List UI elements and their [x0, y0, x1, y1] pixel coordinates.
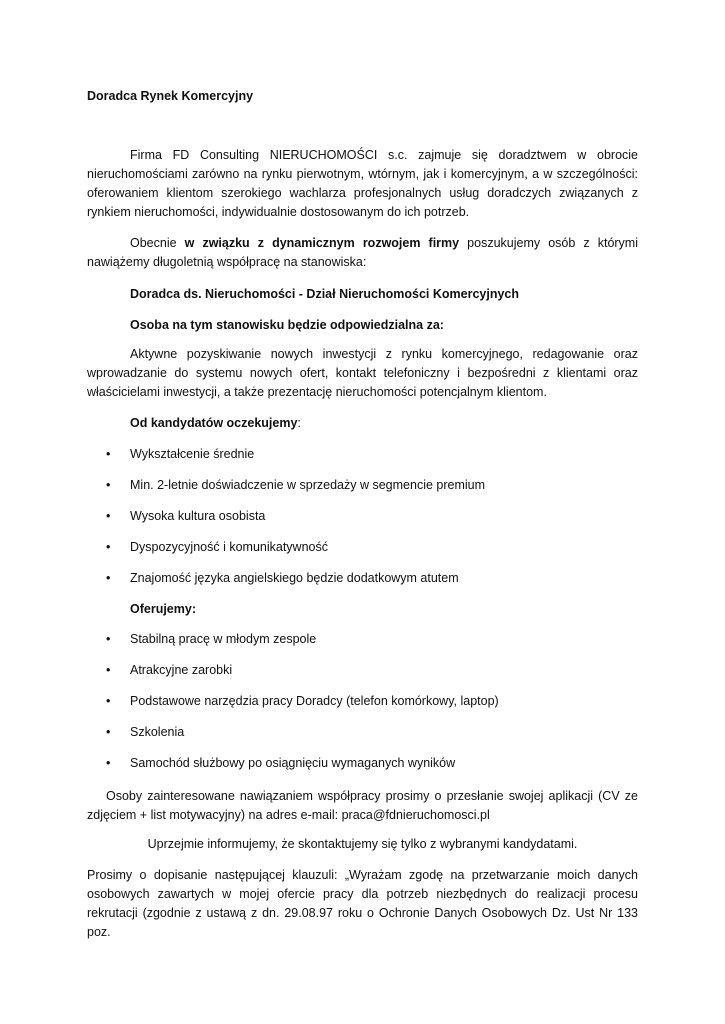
apply-paragraph: Osoby zainteresowane nawiązaniem współpracy prosimy o przesłanie swojej aplikacji (CV ze zdjęciem + list motywacyjny) na adres e-mail: praca@fdnieruchomosci.pl — [87, 789, 638, 822]
requirement-text: Wysoka kultura osobista — [130, 509, 266, 523]
bullet-icon: • — [106, 725, 111, 739]
expect-heading-colon: : — [297, 416, 301, 430]
position-heading: Doradca ds. Nieruchomości - Dział Nieruchomości Komercyjnych — [130, 287, 520, 301]
offer-heading: Oferujemy: — [130, 602, 196, 616]
offer-text: Szkolenia — [130, 725, 185, 739]
intro-paragraph: Firma FD Consulting NIERUCHOMOŚCI s.c. zajmuje się doradztwem w obrocie nieruchomościami zarówno na rynku pierwotnym, wtórnym, jak i komercyjnym, a w szczególności: oferowaniem klientom szerokiego wachlarza profesjonalnych usług doradczych związanych z rynkiem nieruchomości, indywidualnie dostosowanym do ich potrzeb. — [87, 148, 638, 219]
requirement-text: Wykształcenie średnie — [130, 447, 255, 461]
bullet-icon: • — [106, 756, 111, 770]
growth-paragraph — [87, 234, 638, 272]
bullet-icon: • — [106, 447, 111, 461]
expect-heading-text: Od kandydatów oczekujemy — [130, 416, 298, 430]
responsibilities-paragraph: Aktywne pozyskiwanie nowych inwestycji z rynku komercyjnego, redagowanie oraz wprowadzanie do systemu nowych ofert, kontakt telefoniczny i bezpośredni z klientami oraz właścicielami inwestycji, a także prezentację nieruchomości potencjalnym klientom. — [87, 347, 638, 399]
bullet-icon: • — [106, 632, 111, 646]
growth-text-bold: w związku z dynamicznym rozwojem firmy — [184, 236, 460, 250]
responsibility-heading: Osoba na tym stanowisku będzie odpowiedzialna za: — [130, 318, 444, 332]
bullet-icon: • — [106, 694, 111, 708]
notice-paragraph: Uprzejmie informujemy, że skontaktujemy się tylko z wybranymi kandydatami. — [147, 837, 578, 851]
offer-text: Atrakcyjne zarobki — [130, 663, 233, 677]
offer-text: Samochód służbowy po osiągnięciu wymaganych wyników — [130, 756, 456, 770]
bullet-icon: • — [106, 571, 111, 585]
bullet-icon: • — [106, 478, 111, 492]
offer-text: Stabilną pracę w młodym zespole — [130, 632, 317, 646]
bullet-icon: • — [106, 540, 111, 554]
requirement-text: Min. 2-letnie doświadczenie w sprzedaży w segmencie premium — [130, 478, 486, 492]
expect-heading — [130, 414, 301, 433]
document-title: Doradca Rynek Komercyjny — [87, 89, 254, 103]
offer-text: Podstawowe narzędzia pracy Doradcy (telefon komórkowy, laptop) — [130, 694, 499, 708]
bullet-icon: • — [106, 509, 111, 523]
growth-text-after: poszukujemy osób z którymi nawiążemy długoletnią współpracę na stanowiska: — [87, 236, 638, 269]
requirement-text: Dyspozycyjność i komunikatywność — [130, 540, 328, 554]
requirement-text: Znajomość języka angielskiego będzie dodatkowym atutem — [130, 571, 459, 585]
growth-text-before: Obecnie — [130, 236, 185, 250]
clause-paragraph: Prosimy o dopisanie następującej klauzuli: „Wyrażam zgodę na przetwarzanie moich danych osobowych zawartych w mojej ofercie pracy dla potrzeb niezbędnych do realizacji procesu rekrutacji (zgodnie z ustawą z dn. 29.08.97 roku o Ochronie Danych Osobowych Dz. Ust Nr 133 poz. — [87, 868, 638, 939]
bullet-icon: • — [106, 663, 111, 677]
